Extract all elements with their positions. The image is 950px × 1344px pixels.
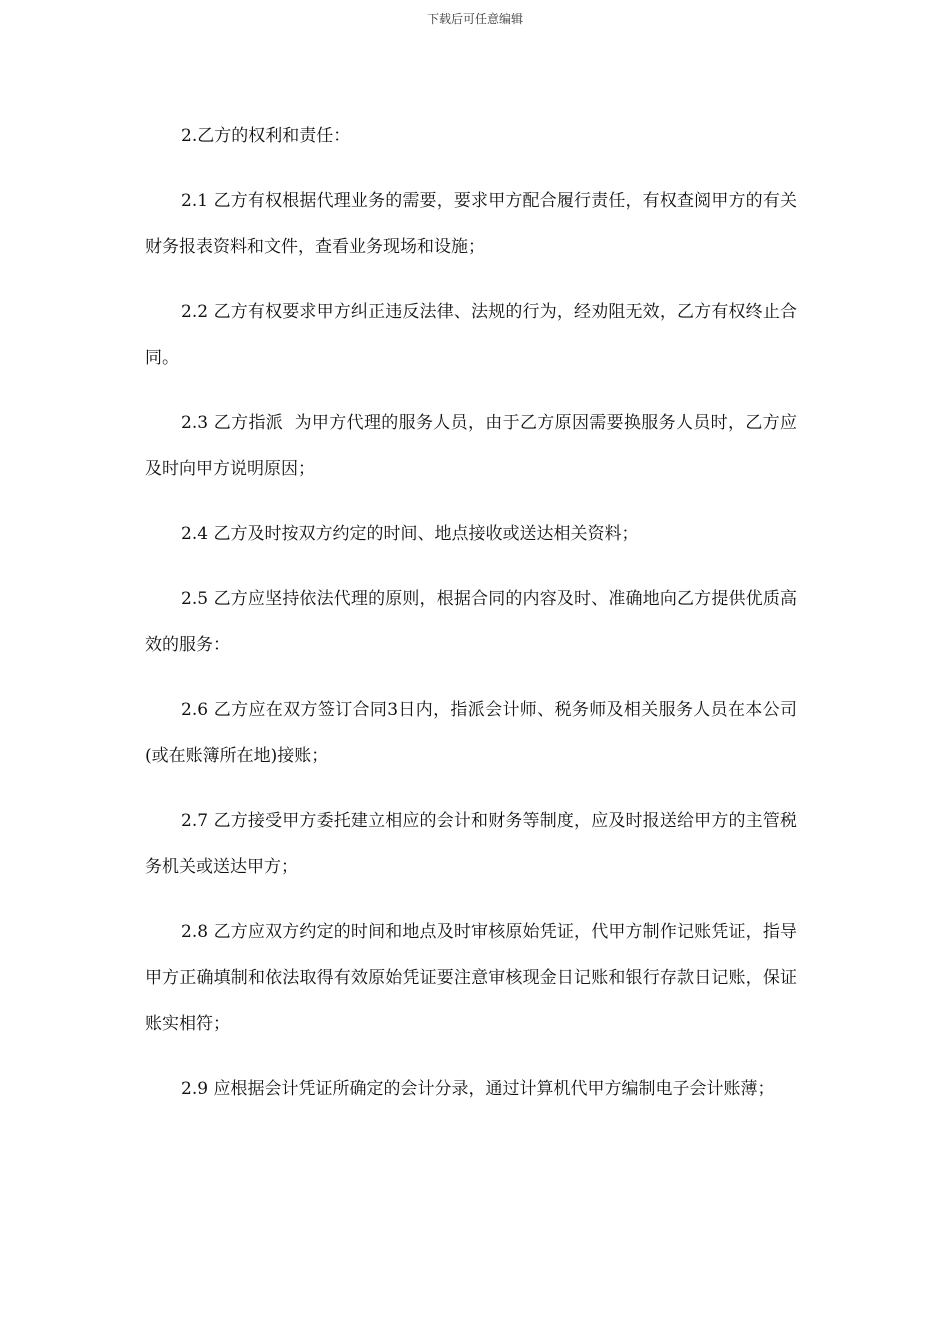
clause-2-7: 2.7 乙方接受甲方委托建立相应的会计和财务等制度，应及时报送给甲方的主管税务机关或送达甲方； — [145, 811, 797, 877]
clause-2-6: 2.6 乙方应在双方签订合同3日内，指派会计师、税务师及相关服务人员在本公司(或在账簿所在地)接账； — [145, 700, 797, 766]
clause-2-8: 2.8 乙方应双方约定的时间和地点及时审核原始凭证，代甲方制作记账凭证，指导甲方正确填制和依法取得有效原始凭证要注意审核现金日记账和银行存款日记账，保证账实相符； — [145, 922, 797, 1034]
document-body — [145, 113, 797, 1131]
clause-2-3: 2.3 乙方指派 为甲方代理的服务人员，由于乙方原因需要换服务人员时，乙方应及时向甲方说明原因； — [145, 413, 797, 479]
clause-2-9: 2.9 应根据会计凭证所确定的会计分录，通过计算机代甲方编制电子会计账薄； — [181, 1079, 775, 1099]
clause-2-1: 2.1 乙方有权根据代理业务的需要，要求甲方配合履行责任，有权查阅甲方的有关财务报表资料和文件，查看业务现场和设施； — [145, 191, 797, 257]
clause-2-5: 2.5 乙方应坚持依法代理的原则，根据合同的内容及时、准确地向乙方提供优质高效的服务： — [145, 589, 797, 655]
page-header: 下载后可任意编辑 — [426, 12, 523, 26]
clause-2-4: 2.4 乙方及时按双方约定的时间、地点接收或送达相关资料； — [181, 524, 639, 544]
section-heading: 2.乙方的权利和责任： — [181, 126, 351, 146]
clause-2-2: 2.2 乙方有权要求甲方纠正违反法律、法规的行为，经劝阻无效，乙方有权终止合同。 — [145, 302, 797, 368]
